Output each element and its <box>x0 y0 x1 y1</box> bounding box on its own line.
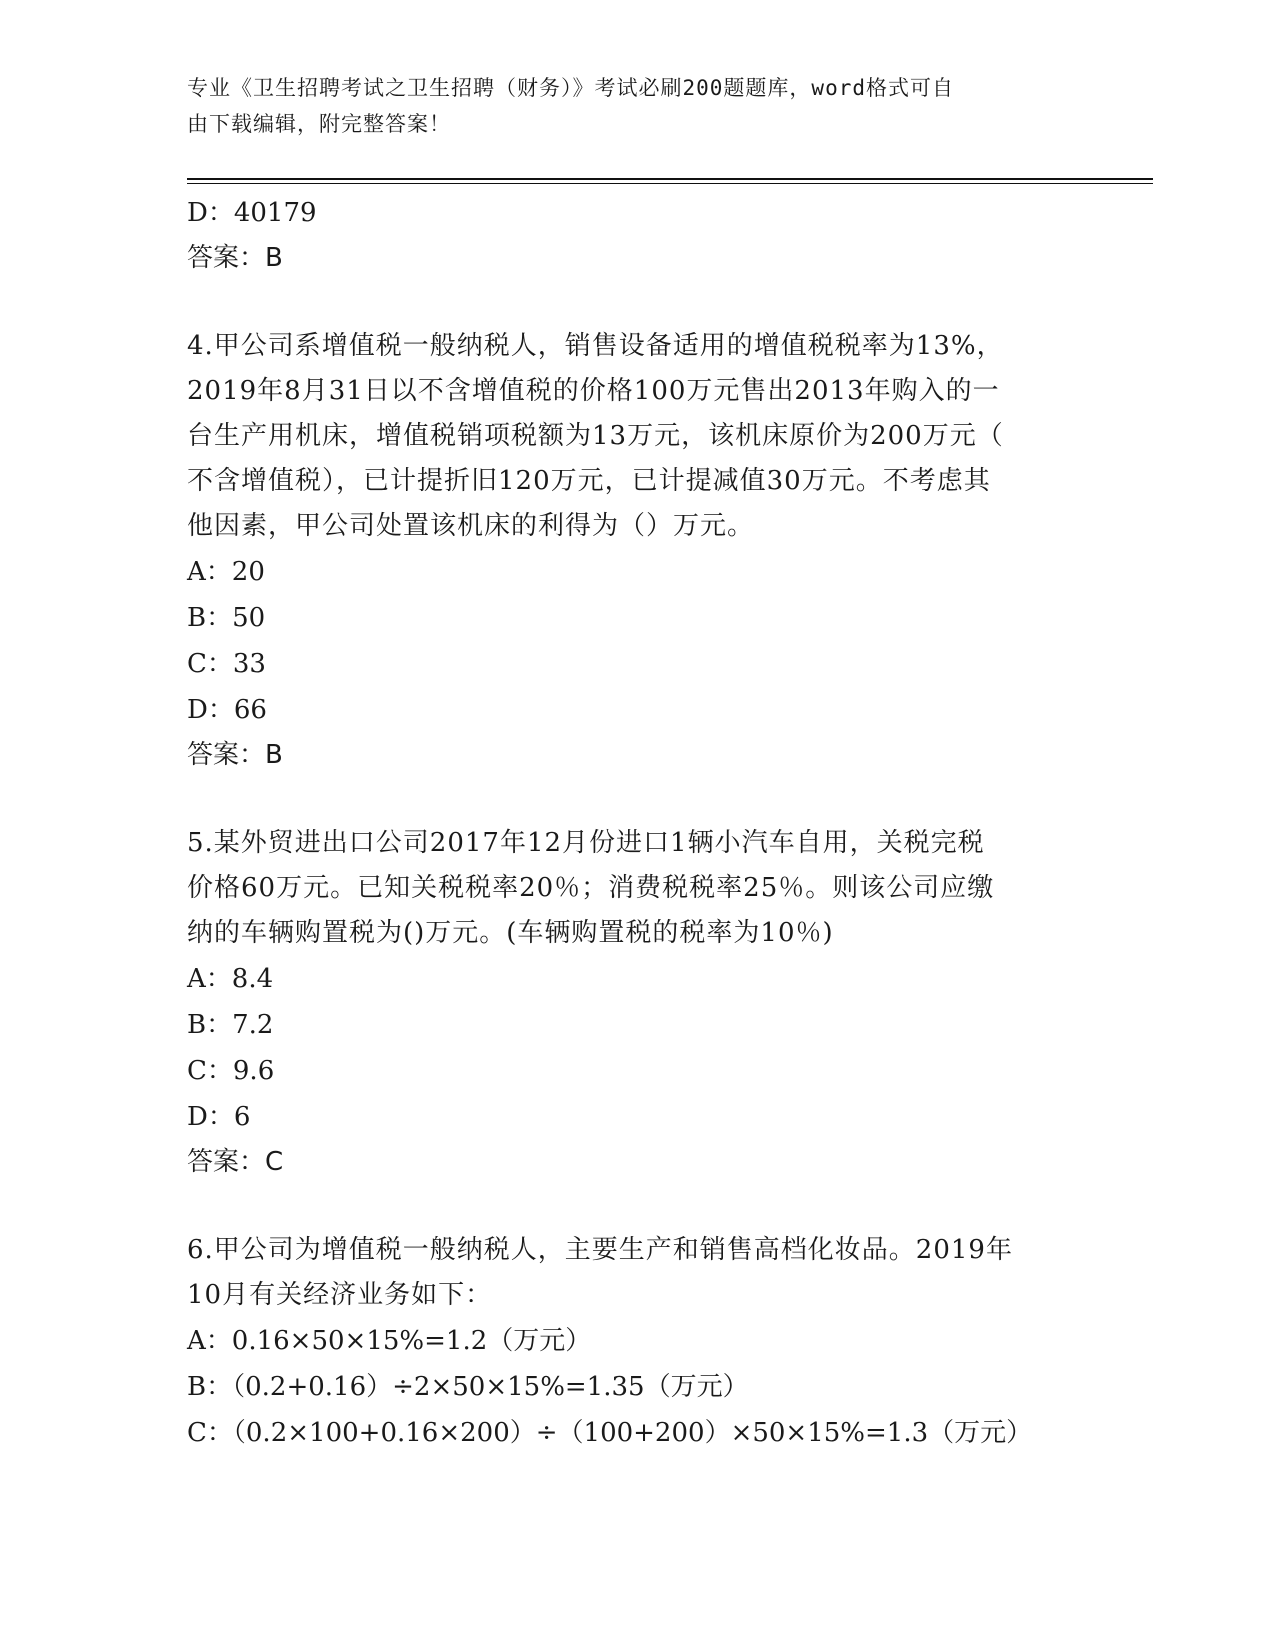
question-6-option-c: C：（0.2×100+0.16×200）÷（100+200）×50×15%=1.3（万元） <box>187 1418 1033 1448</box>
question-6-option-a: A：0.16×50×15%=1.2（万元） <box>187 1326 592 1356</box>
question-5-line-2: 价格60万元。已知关税税率20％；消费税税率25％。则该公司应缴 <box>187 873 995 903</box>
spacer <box>187 281 1087 324</box>
header-rule-thick <box>187 178 1153 180</box>
header-line-1: 专业《卫生招聘考试之卫生招聘（财务）》考试必刷200题题库，word格式可自 <box>187 76 954 100</box>
question-4-option-d: D：66 <box>187 695 267 725</box>
question-6 <box>187 1228 1087 1456</box>
prev-option-d: D：40179 <box>187 198 317 228</box>
question-5 <box>187 821 1087 1185</box>
header-line-2: 由下载编辑，附完整答案！ <box>187 112 451 136</box>
question-6-line-2: 10月有关经济业务如下： <box>187 1280 493 1310</box>
question-4-line-1: 4.甲公司系增值税一般纳税人，销售设备适用的增值税税率为13%， <box>187 331 1004 361</box>
question-4-option-c: C：33 <box>187 649 266 679</box>
question-5-line-3: 纳的车辆购置税为()万元。(车辆购置税的税率为10％) <box>187 918 834 948</box>
spacer <box>187 1185 1087 1228</box>
document-body <box>187 190 1087 1456</box>
question-4-option-a: A：20 <box>187 557 265 587</box>
question-5-option-b: B：7.2 <box>187 1010 274 1040</box>
question-4-line-2: 2019年8月31日以不含增值税的价格100万元售出2013年购入的一 <box>187 376 1000 406</box>
question-5-option-a: A：8.4 <box>187 964 274 994</box>
page-header <box>187 70 1067 142</box>
question-4 <box>187 324 1087 778</box>
question-4-option-b: B：50 <box>187 603 266 633</box>
question-4-line-4: 不含增值税），已计提折旧120万元，已计提减值30万元。不考虑其 <box>187 466 991 496</box>
question-4-answer: 答案：B <box>187 740 283 770</box>
question-5-line-1: 5.某外贸进出口公司2017年12月份进口1辆小汽车自用，关税完税 <box>187 828 985 858</box>
prev-answer: 答案：B <box>187 243 283 273</box>
header-rule-thin <box>187 183 1153 184</box>
spacer <box>187 778 1087 821</box>
question-6-line-1: 6.甲公司为增值税一般纳税人，主要生产和销售高档化妆品。2019年 <box>187 1235 1013 1265</box>
question-4-line-5: 他因素，甲公司处置该机床的利得为（）万元。 <box>187 511 755 541</box>
question-6-option-b: B：（0.2+0.16）÷2×50×15%=1.35（万元） <box>187 1372 749 1402</box>
question-5-option-d: D：6 <box>187 1102 251 1132</box>
question-4-line-3: 台生产用机床，增值税销项税额为13万元，该机床原价为200万元（ <box>187 421 1004 451</box>
question-5-option-c: C：9.6 <box>187 1056 275 1086</box>
question-5-answer: 答案：C <box>187 1147 284 1177</box>
